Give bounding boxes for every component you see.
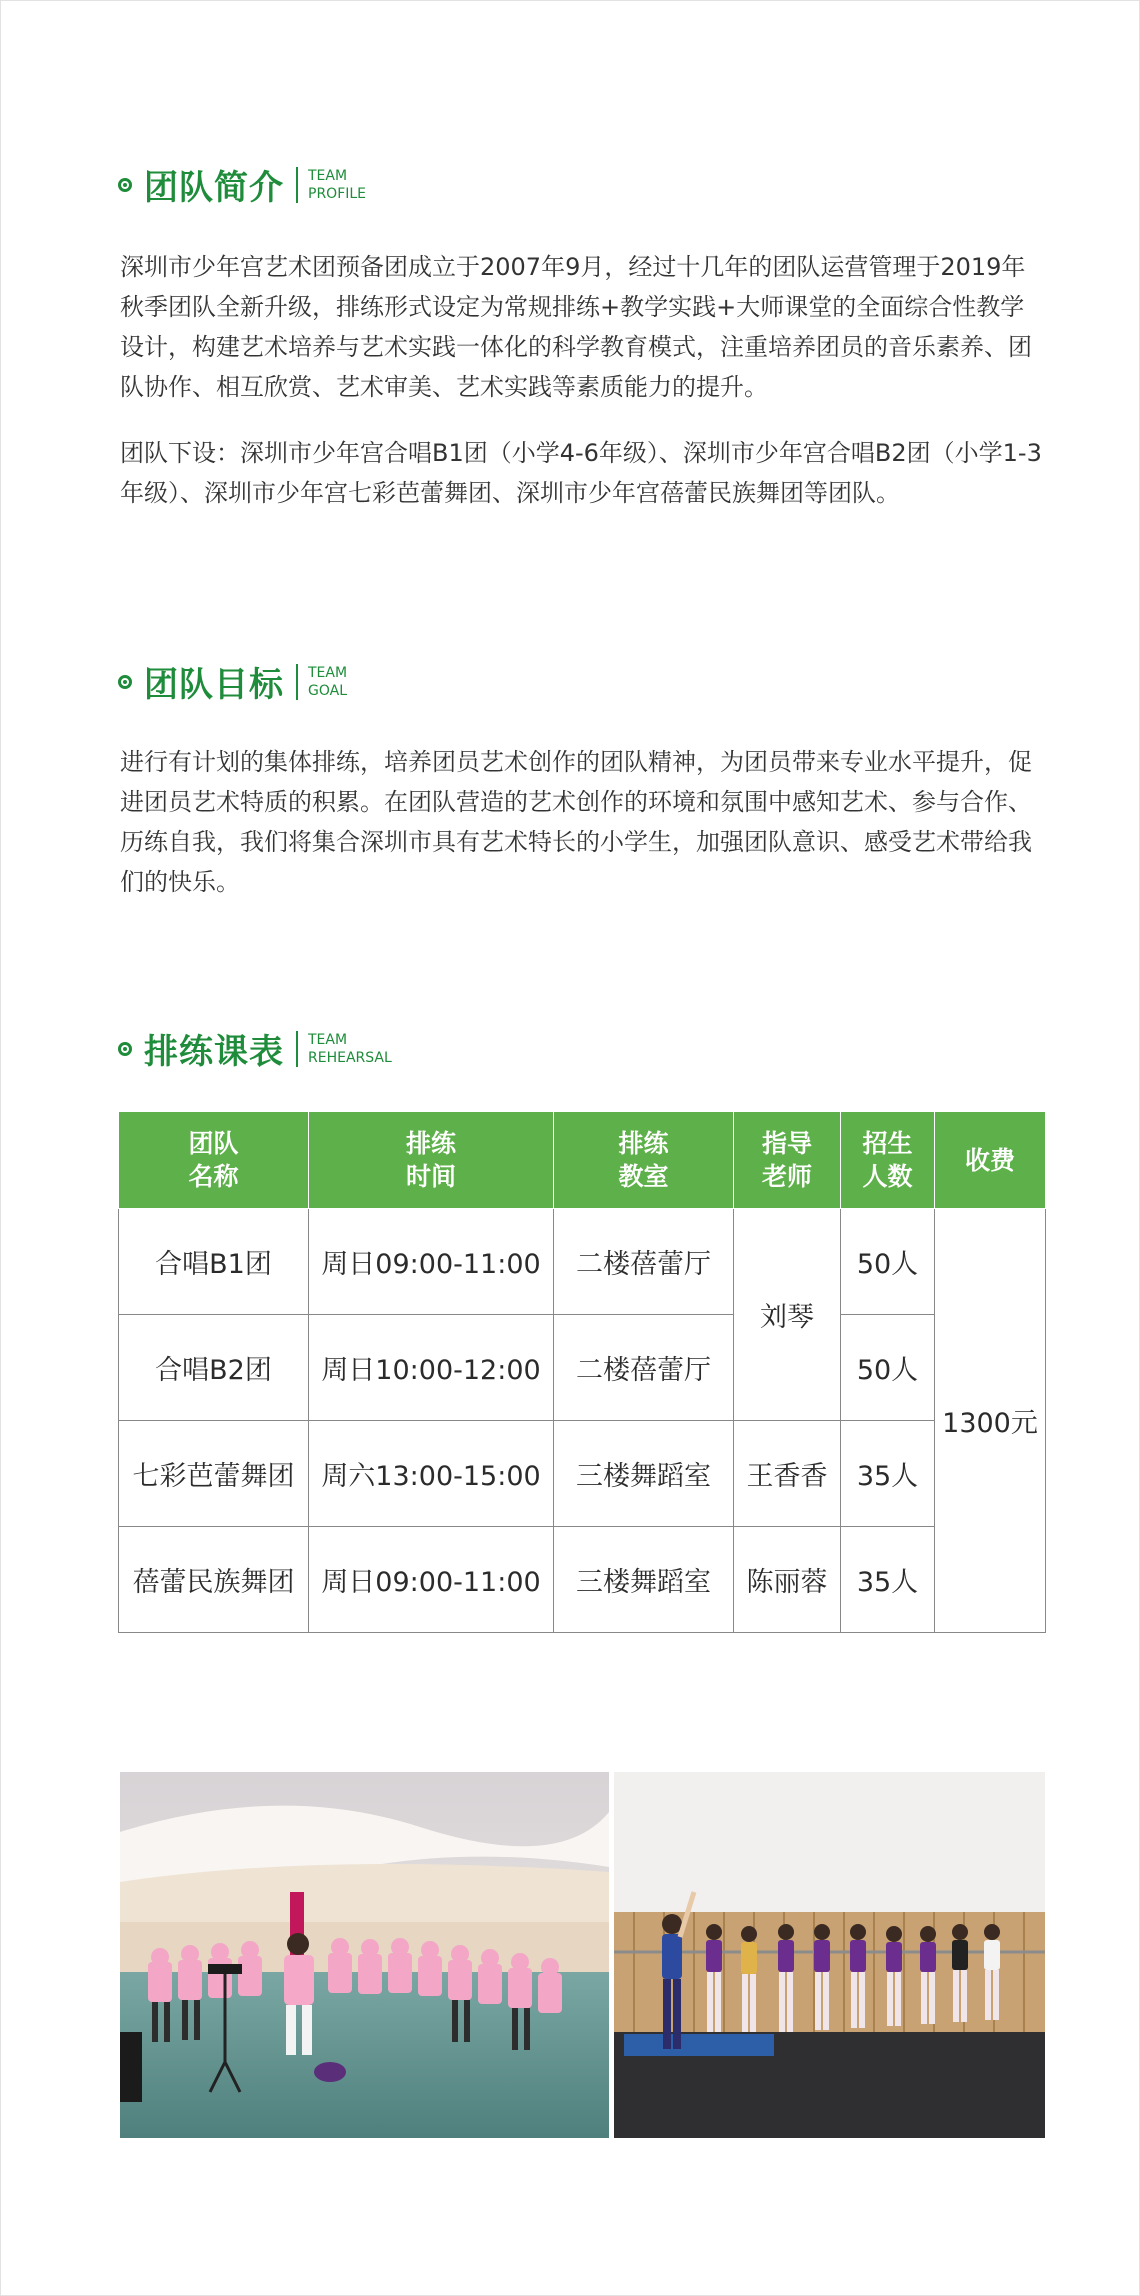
cell-count: 35人: [841, 1527, 935, 1633]
cell-time: 周日10:00-12:00: [309, 1315, 554, 1421]
ballet-class-photo: [614, 1772, 1045, 2138]
cell-room: 二楼蓓蕾厅: [554, 1209, 734, 1315]
table-row: [119, 1421, 1046, 1527]
rehearsal-schedule-table: [118, 1111, 1046, 1633]
cell-fee: 1300元: [935, 1209, 1046, 1633]
header-teacher: 指导 老师: [734, 1112, 841, 1209]
circle-bullet-icon: [118, 1042, 132, 1056]
section-title-rehearsal: 排练课表: [144, 1032, 284, 1072]
profile-paragraph-2: 团队下设：深圳市少年宫合唱B1团（小学4-6年级）、深圳市少年宫合唱B2团（小学1-3年级）、深圳市少年宫七彩芭蕾舞团、深圳市少年宫蓓蕾民族舞团等团队。: [120, 439, 1042, 507]
section-divider: [296, 1031, 298, 1067]
cell-count: 35人: [841, 1421, 935, 1527]
table-header-row: [119, 1112, 1046, 1209]
table-row: [119, 1527, 1046, 1633]
section-en-line2: PROFILE: [308, 185, 367, 202]
table-row: [119, 1209, 1046, 1315]
section-en-rehearsal: [308, 1031, 392, 1067]
section-en-goal: [308, 664, 347, 700]
cell-count: 50人: [841, 1209, 935, 1315]
section-header-goal: [118, 657, 347, 706]
cell-time: 周六13:00-15:00: [309, 1421, 554, 1527]
cell-time: 周日09:00-11:00: [309, 1527, 554, 1633]
table-row: [119, 1315, 1046, 1421]
section-divider: [296, 664, 298, 700]
header-rehearsal-room: 排练 教室: [554, 1112, 734, 1209]
section-en-line2: GOAL: [308, 682, 347, 699]
section-en-line1: TEAM: [308, 664, 348, 681]
section-title-profile: 团队简介: [144, 168, 284, 208]
section-en-line1: TEAM: [308, 167, 348, 184]
choir-rehearsal-photo: [120, 1772, 609, 2138]
section-divider: [296, 167, 298, 203]
circle-bullet-icon: [118, 178, 132, 192]
cell-team-name: 合唱B1团: [119, 1209, 309, 1315]
section-en-profile: [308, 167, 366, 203]
cell-room: 三楼舞蹈室: [554, 1527, 734, 1633]
header-enrollment: 招生 人数: [841, 1112, 935, 1209]
cell-team-name: 蓓蕾民族舞团: [119, 1527, 309, 1633]
section-en-line2: REHEARSAL: [308, 1049, 392, 1066]
cell-team-name: 合唱B2团: [119, 1315, 309, 1421]
header-fee: 收费: [935, 1112, 1046, 1209]
section-header-profile: [118, 160, 366, 209]
cell-room: 三楼舞蹈室: [554, 1421, 734, 1527]
cell-time: 周日09:00-11:00: [309, 1209, 554, 1315]
section-en-line1: TEAM: [308, 1031, 348, 1048]
cell-room: 二楼蓓蕾厅: [554, 1315, 734, 1421]
section-header-rehearsal: [118, 1024, 392, 1073]
cell-count: 50人: [841, 1315, 935, 1421]
cell-teacher: 王香香: [734, 1421, 841, 1527]
circle-bullet-icon: [118, 675, 132, 689]
goal-paragraph: 进行有计划的集体排练，培养团员艺术创作的团队精神，为团员带来专业水平提升，促进团员艺术特质的积累。在团队营造的艺术创作的环境和氛围中感知艺术、参与合作、历练自我，我们将集合深圳市具有艺术特长的小学生，加强团队意识、感受艺术带给我们的快乐。: [120, 748, 1032, 896]
section-title-goal: 团队目标: [144, 665, 284, 705]
header-team-name: 团队 名称: [119, 1112, 309, 1209]
profile-paragraph-1: 深圳市少年宫艺术团预备团成立于2007年9月，经过十几年的团队运营管理于2019年秋季团队全新升级，排练形式设定为常规排练+教学实践+大师课堂的全面综合性教学设计，构建艺术培养与艺术实践一体化的科学教育模式，注重培养团员的音乐素养、团队协作、相互欣赏、艺术审美、艺术实践等素质能力的提升。: [120, 253, 1032, 401]
cell-team-name: 七彩芭蕾舞团: [119, 1421, 309, 1527]
cell-teacher: 陈丽蓉: [734, 1527, 841, 1633]
cell-teacher: 刘琴: [734, 1209, 841, 1421]
header-rehearsal-time: 排练 时间: [309, 1112, 554, 1209]
